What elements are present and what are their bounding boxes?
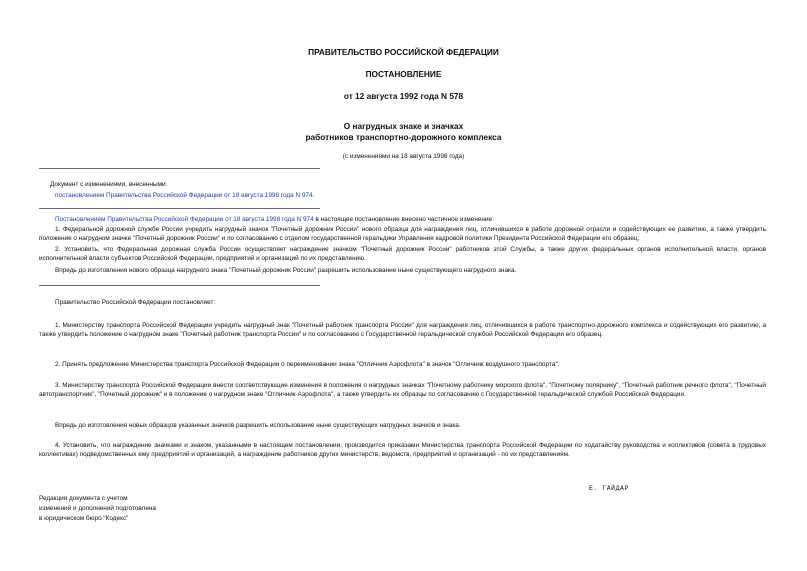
footer-line-3: в юридическом бюро "Кодекс" xyxy=(39,515,129,522)
amendment-link[interactable]: постановлением Правительства Российской Федерации от 18 августа 1998 года N 974. xyxy=(55,192,315,199)
footer-line-2: изменений и дополнений подготовлена xyxy=(39,505,156,512)
divider xyxy=(39,208,320,209)
paragraph-4: 4. Установить, что награждение значками и знаком, указанными в настоящем постановлении, производится приказами Министерства транспорта Российской Федерации по ходатайству руководства и коллективов (совета в трудовых коллективах) подведомственных ему предприятий и организаций, а награждение работников других министерств, ведомств, предприятий и организаций - по их представлениям. xyxy=(39,442,766,459)
doc-type-title: ПОСТАНОВЛЕНИЕ xyxy=(365,69,442,79)
doc-date-number: от 12 августа 1992 года N 578 xyxy=(343,91,464,101)
amendments-intro: Документ с изменениями, внесенными: xyxy=(50,181,168,188)
amendment-note-text xyxy=(39,215,766,224)
divider xyxy=(39,168,320,169)
amendment-note-tail: в настоящее постановление внесено частичное изменение: xyxy=(313,216,494,223)
amendment-item-2: 2. Установить, что Федеральная дорожная служба России осуществляет награждение значком "Почетный дорожник России" работников этой Службы, а также других федеральных органов исполнительной власти, органов исполнительной власти субъектов Российской Федерации, предприятий и организаций по их представлению. xyxy=(39,246,766,263)
doc-title-line2: работников транспортно-дорожного комплекса xyxy=(305,132,502,142)
paragraph-1: 1. Министерству транспорта Российской Федерации учредить нагрудный знак "Почетный работник транспорта России" для награждения лиц, отличившихся в работе транспортно-дорожного комплекса и содействующих его развитию, а также утвердить положение о нагрудном знаке "Почетный работник транспорта России" и по согласованию с Государственной геральдической службой Российской Федерации его образец. xyxy=(39,322,766,339)
changes-note: (с изменениями на 18 августа 1998 года) xyxy=(342,153,465,160)
doc-title-line1: О нагрудных знаке и значках xyxy=(343,121,464,131)
paragraph-3: 3. Министерству транспорта Российской Федерации внести соответствующие изменения в положения о нагрудных значках "Почетному работнику морского флота", "Почетному полярнику", "Почетный работник речного флота", "Почетный автотранспортник", "Почетный дорожник" и в положение о нагрудном знаке "Отличник Аэрофлота", а также утвердить их образцы по согласованию с Государственной геральдической службой Российской Федерации. xyxy=(39,382,766,399)
authority-title: ПРАВИТЕЛЬСТВО РОССИЙСКОЙ ФЕДЕРАЦИИ xyxy=(308,47,499,57)
amendment-item-1: 1. Федеральной дорожной службе России учредить нагрудный значок "Почетный дорожник России" нового образца для награждения лиц, отличившихся в работе дорожной отрасли и содействующих ее развитию, а также утвердить положение о нагрудном значке "Почетный дорожник России" и по согласованию с отделом государственной геральдики Управления кадровой политики Президента Российской Федерации его образец; xyxy=(39,226,766,243)
amendment-item-3: Впредь до изготовления нового образца нагрудного знака "Почетный дорожник России" разрешить использование ныне существующего нагрудного знака. xyxy=(55,267,517,274)
preamble: Правительство Российской Федерации постановляет: xyxy=(55,299,216,306)
footer-line-1: Редакция документа с учетом xyxy=(39,495,128,502)
amendment-note-link[interactable]: Постановлением Правительства Российской Федерации от 18 августа 1998 года N 974 xyxy=(55,216,314,223)
divider xyxy=(39,285,320,286)
paragraph-3b: Впредь до изготовления новых образцов указанных значков разрешить использование ныне существующих нагрудных значков и знака. xyxy=(55,422,461,429)
paragraph-2: 2. Принять предложение Министерства транспорта Российской Федерации о переименовании знака "Отличник Аэрофлота" в значок "Отличник воздушного транспорта". xyxy=(55,361,560,368)
signature: Е. ГАЙДАР xyxy=(589,485,629,492)
